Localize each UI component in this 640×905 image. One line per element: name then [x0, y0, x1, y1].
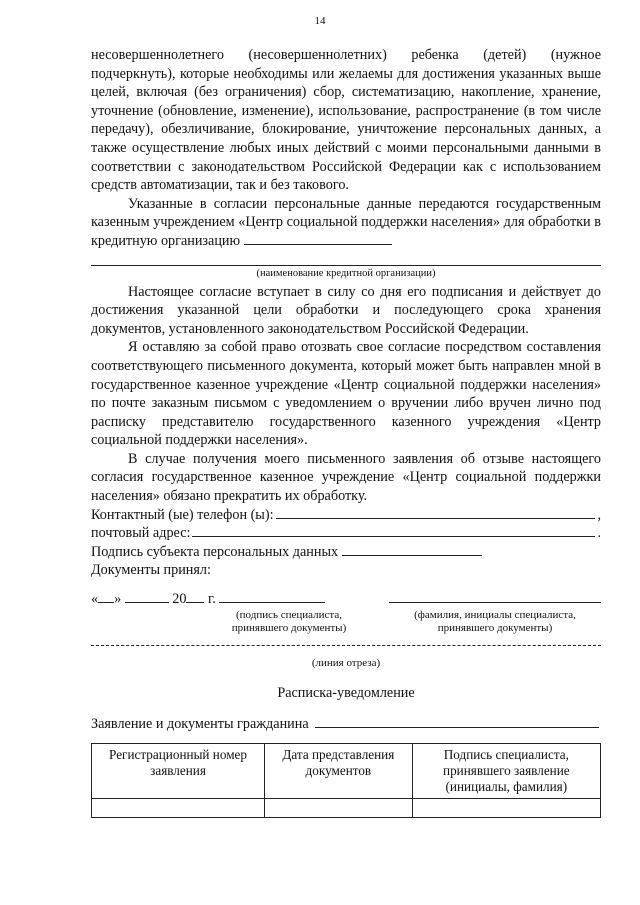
page-number: 14 [314, 15, 326, 27]
specialist-signature-cell[interactable] [412, 799, 600, 818]
paragraph-2-text: Указанные в согласии персональные данные передаются государственным казенным учреждением «Центр социальной поддержки населения» для обработки в кредитную организацию [91, 195, 601, 249]
day-field[interactable] [98, 590, 114, 603]
receipt-header-row [92, 744, 601, 799]
submission-date-cell[interactable] [265, 799, 413, 818]
applicant-label: Заявление и документы гражданина [91, 715, 309, 732]
credit-org-caption: (наименование кредитной организации) [256, 267, 436, 279]
signature-field[interactable] [342, 543, 482, 556]
signature-field-row [91, 543, 601, 562]
col-specialist-signature: Подпись специалиста, принявшего заявление (инициалы, фамилия) [412, 744, 600, 799]
consent-paragraph-2 [91, 195, 601, 251]
phone-label: Контактный (ые) телефон (ы): [91, 506, 274, 523]
col-registration-number: Регистрационный номер заявления [92, 744, 265, 799]
address-field-row [91, 524, 601, 543]
signature-label: Подпись субъекта персональных данных [91, 543, 339, 560]
signature-captions [91, 609, 601, 635]
year-prefix: 20 [172, 591, 187, 608]
year-suffix: г. [208, 591, 216, 608]
address-label: почтовый адрес: [91, 525, 191, 542]
date-quote-close: » [114, 591, 122, 608]
year-field[interactable] [186, 590, 204, 603]
consent-paragraph-5: В случае получения моего письменного заявления об отзыве настоящего согласия государственное казенное учреждение «Центр социальной поддержки населения» обязано прекратить их обработку. [91, 450, 601, 505]
registration-number-cell[interactable] [92, 799, 265, 818]
receipt-table [91, 743, 601, 818]
month-field[interactable] [125, 590, 169, 603]
phone-field-row [91, 506, 601, 525]
phone-field[interactable] [276, 506, 596, 519]
date-quote-open: « [91, 591, 99, 608]
specialist-signature-caption: (подпись специалиста, принявшего документы) [231, 608, 347, 634]
cut-line-caption: (линия отреза) [311, 656, 381, 669]
document-body [91, 46, 601, 818]
acceptance-signature-row [91, 590, 601, 609]
receipt-blank-row [92, 799, 601, 818]
phone-end: , [597, 506, 601, 523]
consent-paragraph-1: несовершеннолетнего (несовершеннолетних) ребенка (детей) (нужное подчеркнуть), которые необходимы или желаемы для достижения указанных выше целей, включая (без ограничения) сбор, систематизацию, накопление, хранение, уточнение (обновление, изменение), использование, распространение (в том числе передачу), обезличивание, блокирование, уничтожение персональных данных, а также осуществление любых иных действий с моими персональными данными в соответствии с законодательством Российской Федерации как с использованием средств автоматизации, так и без такового. [91, 47, 601, 194]
address-end: . [597, 525, 601, 542]
accepted-label: Документы принял: [91, 562, 211, 579]
cut-line [91, 645, 601, 646]
receipt-title: Расписка-уведомление [277, 685, 415, 702]
applicant-field[interactable] [315, 715, 599, 728]
specialist-name-field[interactable] [389, 590, 601, 603]
specialist-name-caption: (фамилия, инициалы специалиста, принявшего документы) [414, 608, 576, 634]
address-field[interactable] [192, 524, 595, 537]
consent-paragraph-4: Я оставляю за собой право отозвать свое согласие посредством составления соответствующего письменного документа, который может быть направлен мной в государственное казенное учреждение «Центр социальной поддержки населения» по почте заказным письмом с уведомлением о вручении либо вручен лично под расписку представителю государственного казенного учреждения «Центр социальной поддержки населения». [91, 339, 601, 449]
col-submission-date: Дата представления документов [265, 744, 413, 799]
date-field-group [91, 590, 325, 609]
credit-org-blank[interactable] [244, 232, 392, 245]
consent-paragraph-3: Настоящее согласие вступает в силу со дня его подписания и действует до достижения указанной цели обработки и последующего срока хранения документов, установленного законодательством Российской Федерации. [91, 283, 601, 337]
applicant-field-row [91, 715, 601, 734]
specialist-signature-field[interactable] [219, 590, 325, 603]
credit-org-line[interactable] [91, 253, 601, 266]
